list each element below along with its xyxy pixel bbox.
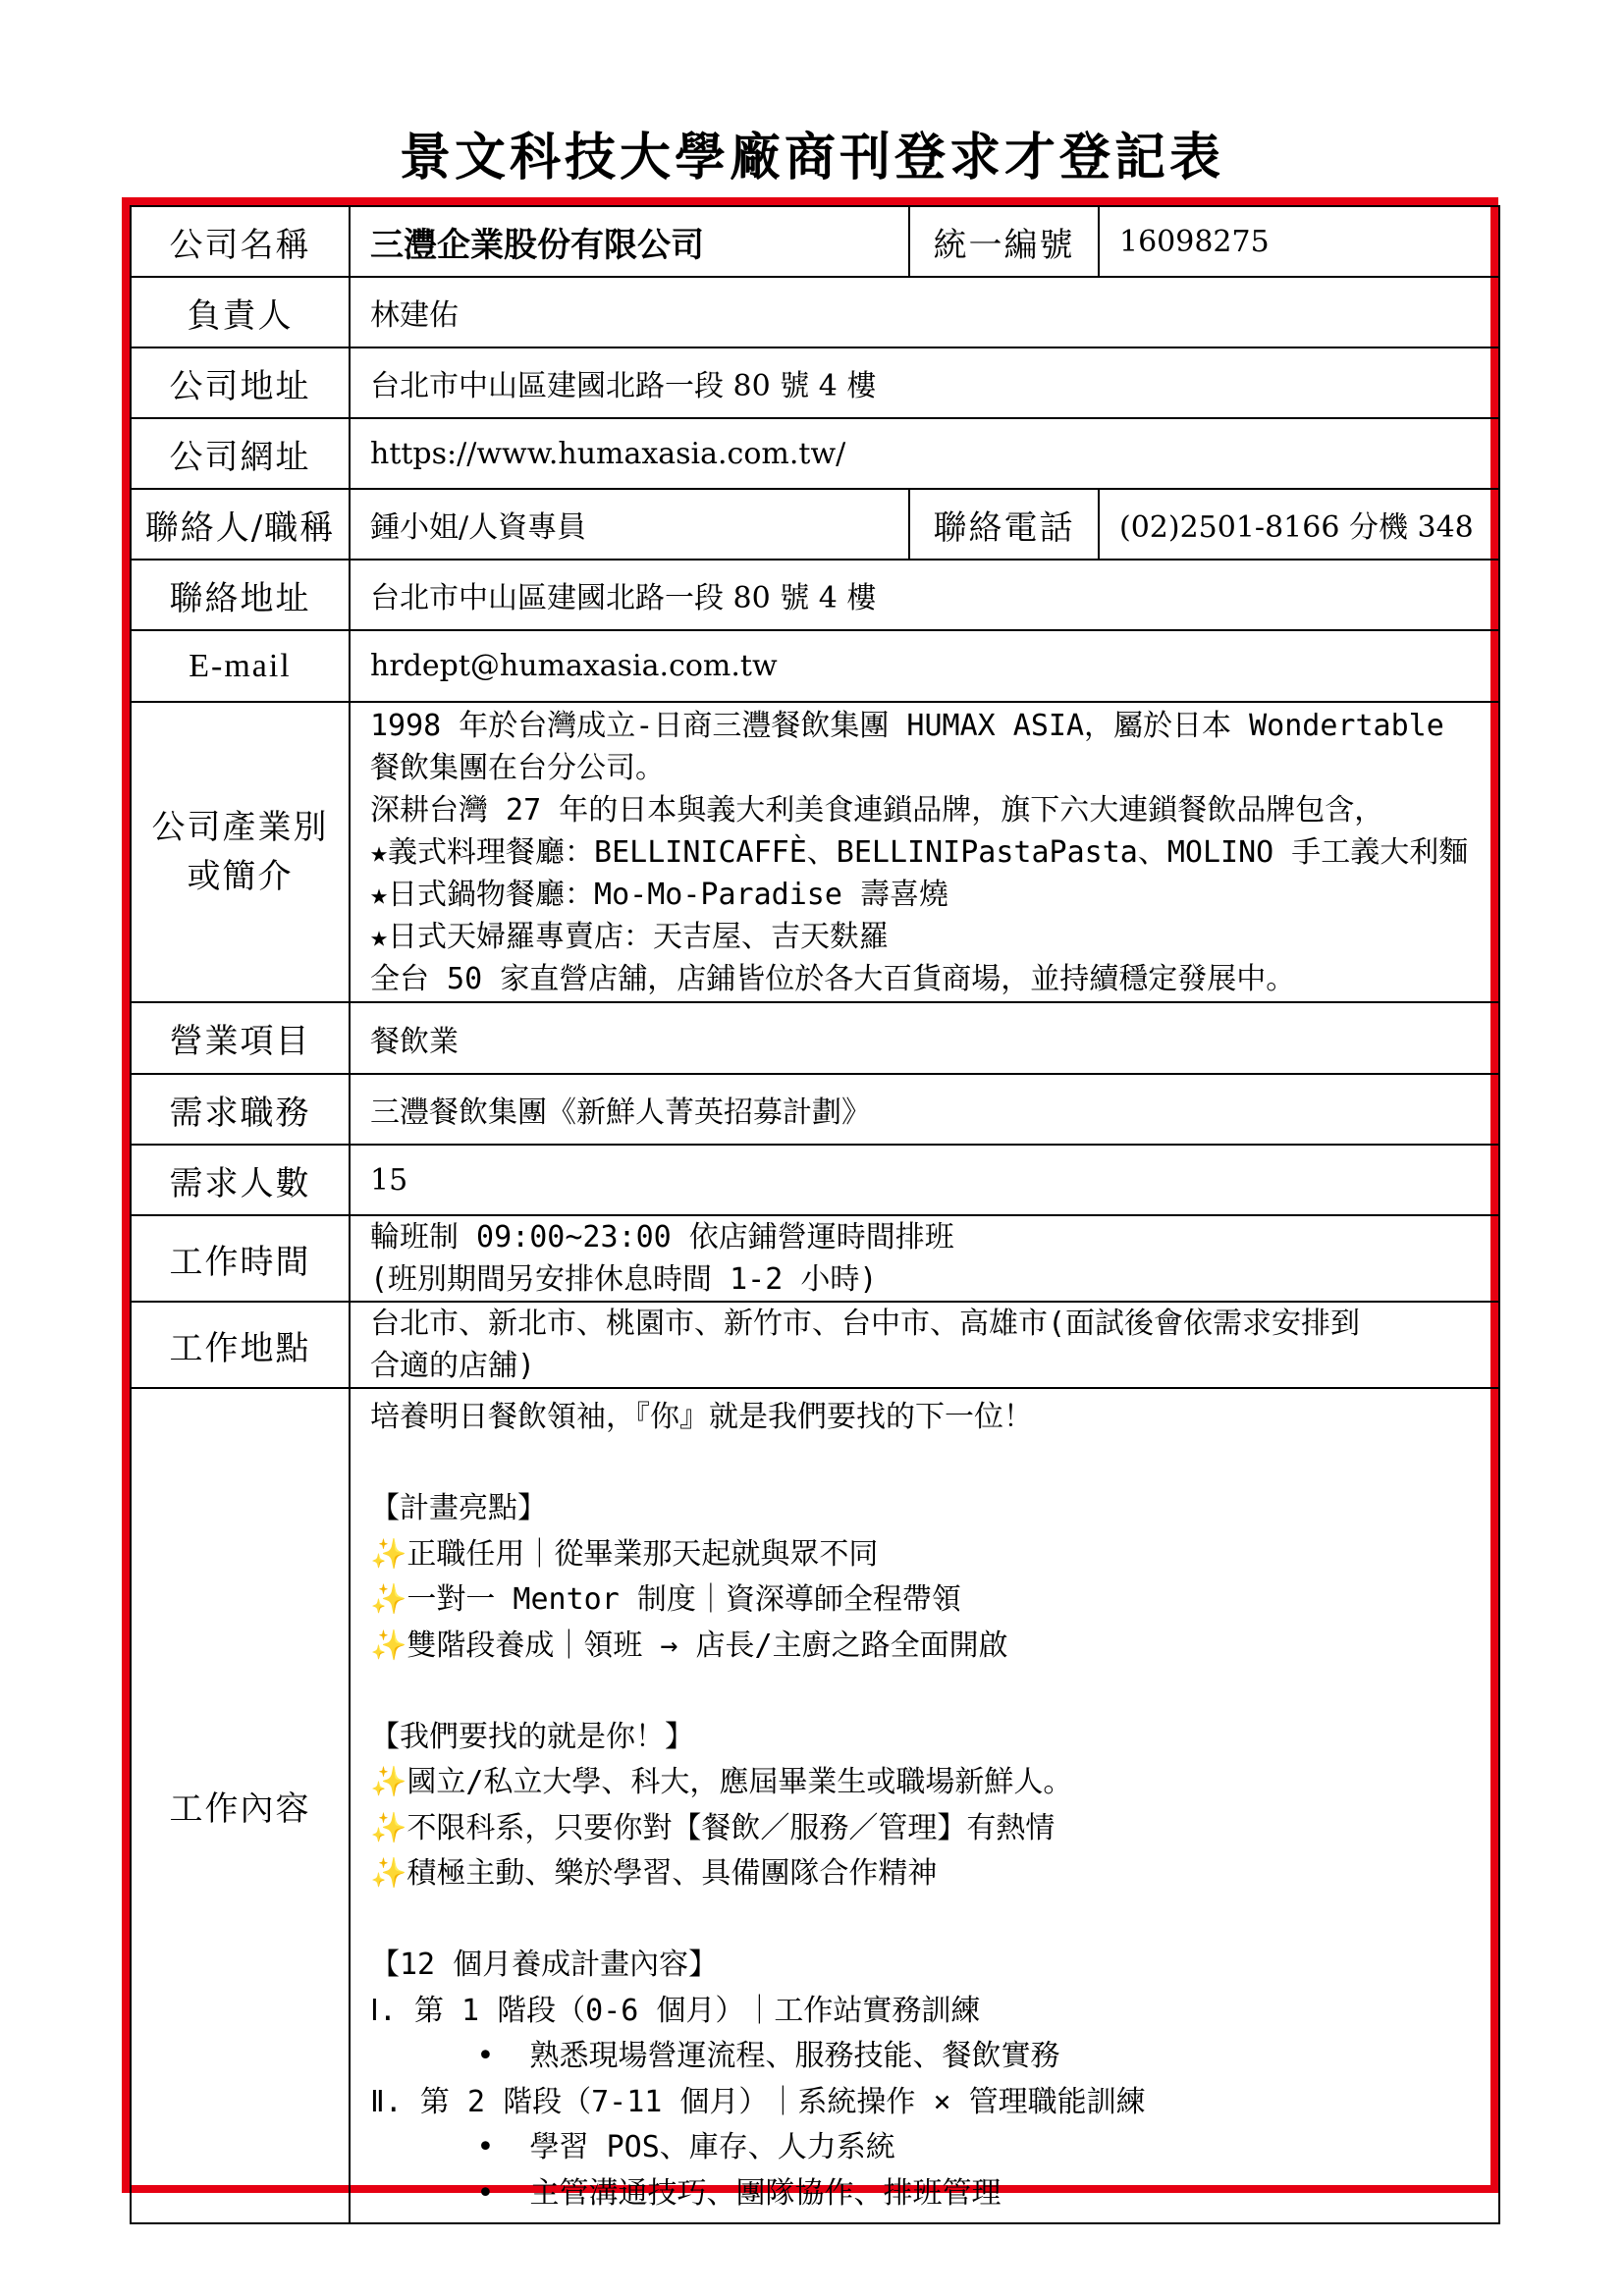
label-tax-id: 統一編號 (909, 206, 1099, 277)
job-content-line: 【12 個月養成計畫內容】 (370, 1948, 719, 1982)
row-headcount (131, 1145, 1499, 1215)
company-name-value: 三灃企業股份有限公司 (350, 206, 909, 277)
label-industry (131, 702, 350, 1002)
row-contact-address (131, 560, 1499, 630)
row-contact (131, 489, 1499, 560)
row-intro (131, 702, 1499, 1002)
row-work-location (131, 1302, 1499, 1388)
row-job-content (131, 1388, 1499, 2223)
label-industry-line2: 或簡介 (187, 857, 294, 896)
job-content-line: 培養明日餐飲領袖，『你』就是我們要找的下一位！ (370, 1400, 1033, 1434)
row-owner (131, 277, 1499, 347)
work-hours-value (350, 1215, 1499, 1302)
label-business: 營業項目 (131, 1002, 350, 1074)
label-contact-address: 聯絡地址 (131, 560, 350, 630)
intro-line: 深耕台灣 27 年的日本與義大利美食連鎖品牌，旗下六大連鎖餐飲品牌包含， (370, 792, 1384, 828)
job-content-line: 【計畫亮點】 (370, 1491, 547, 1525)
intro-line: 全台 50 家直營店舖，店鋪皆位於各大百貨商場，並持續穩定發展中。 (370, 961, 1296, 996)
email-value: hrdept@humaxasia.com.tw (350, 630, 1499, 702)
label-position: 需求職務 (131, 1074, 350, 1145)
job-content-line: ✨積極主動、樂於學習、具備團隊合作精神 (370, 1856, 938, 1891)
intro-line: ★義式料理餐廳：BELLINICAFFÈ、BELLINIPastaPasta、MOLINO 手工義大利麵 (370, 834, 1469, 870)
job-content-line: ✨正職任用｜從畢業那天起就與眾不同 (370, 1536, 879, 1572)
job-content-line: • 主管溝通技巧、團隊協作、排班管理 (370, 2175, 1001, 2211)
label-work-location: 工作地點 (131, 1302, 350, 1388)
job-content-line (370, 1897, 1479, 1944)
business-value: 餐飲業 (350, 1002, 1499, 1074)
label-work-hours: 工作時間 (131, 1215, 350, 1302)
contact-address-value: 台北市中山區建國北路一段 80 號 4 樓 (350, 560, 1499, 630)
address-value: 台北市中山區建國北路一段 80 號 4 樓 (350, 347, 1499, 418)
row-address (131, 347, 1499, 418)
website-value: https://www.humaxasia.com.tw/ (350, 418, 1499, 489)
label-job-content: 工作內容 (131, 1388, 350, 2223)
job-content-line: Ⅱ. 第 2 階段（7-11 個月）｜系統操作 × 管理職能訓練 (370, 2084, 1146, 2119)
label-owner: 負責人 (131, 277, 350, 347)
row-email (131, 630, 1499, 702)
work-hours-line: (班別期間另安排休息時間 1-2 小時) (370, 1262, 878, 1297)
label-headcount: 需求人數 (131, 1145, 350, 1215)
job-content-line: • 學習 POS、庫存、人力系統 (370, 2130, 895, 2164)
row-work-hours (131, 1215, 1499, 1302)
job-content-line: 【我們要找的就是你！】 (370, 1719, 694, 1754)
intro-value (350, 702, 1499, 1002)
intro-line: ★日式鍋物餐廳：Mo-Mo-Paradise 壽喜燒 (370, 877, 948, 912)
job-content-line: ✨國立/私立大學、科大，應屆畢業生或職場新鮮人。 (370, 1765, 1073, 1799)
label-industry-line1: 公司產業別 (151, 808, 329, 847)
headcount-value: 15 (350, 1145, 1499, 1215)
work-location-value (350, 1302, 1499, 1388)
label-company-name: 公司名稱 (131, 206, 350, 277)
phone-value: (02)2501-8166 分機 348 (1099, 489, 1499, 560)
contact-value: 鍾小姐/人資專員 (350, 489, 909, 560)
tax-id-value: 16098275 (1099, 206, 1499, 277)
registration-table (130, 205, 1500, 2224)
position-value: 三灃餐飲集團《新鮮人菁英招募計劃》 (350, 1074, 1499, 1145)
label-address: 公司地址 (131, 347, 350, 418)
job-content-line: Ⅰ. 第 1 階段（0-6 個月）｜工作站實務訓練 (370, 1993, 981, 2028)
intro-line: 1998 年於台灣成立-日商三灃餐飲集團 HUMAX ASIA，屬於日本 Wondertable (370, 708, 1444, 743)
label-website: 公司網址 (131, 418, 350, 489)
form-title: 景文科技大學廠商刊登求才登記表 (399, 128, 1224, 187)
job-content-line (370, 1669, 1479, 1715)
row-business (131, 1002, 1499, 1074)
job-content-line: ✨一對一 Mentor 制度｜資深導師全程帶領 (370, 1582, 961, 1617)
row-position (131, 1074, 1499, 1145)
job-content-line: ✨不限科系，只要你對【餐飲／服務／管理】有熱情 (370, 1810, 1056, 1845)
work-location-line: 合適的店舖) (370, 1349, 536, 1383)
job-content-line: ✨雙階段養成｜領班 → 店長/主廚之路全面開啟 (370, 1628, 1008, 1663)
job-content-line (370, 1441, 1479, 1487)
row-company (131, 206, 1499, 277)
work-hours-line: 輪班制 09:00~23:00 依店鋪營運時間排班 (370, 1220, 954, 1255)
row-website (131, 418, 1499, 489)
intro-line: ★日式天婦羅專賣店：天吉屋、吉天麩羅 (370, 919, 890, 954)
work-location-line: 台北市、新北市、桃園市、新竹市、台中市、高雄市(面試後會依需求安排到 (370, 1307, 1361, 1341)
job-content-line: • 熟悉現場營運流程、服務技能、餐飲實務 (370, 2039, 1060, 2073)
owner-value: 林建佑 (350, 277, 1499, 347)
intro-line: 餐飲集團在台分公司。 (370, 750, 665, 785)
label-email: E-mail (131, 630, 350, 702)
label-contact: 聯絡人/職稱 (131, 489, 350, 560)
label-phone: 聯絡電話 (909, 489, 1099, 560)
job-content-value (350, 1388, 1499, 2223)
